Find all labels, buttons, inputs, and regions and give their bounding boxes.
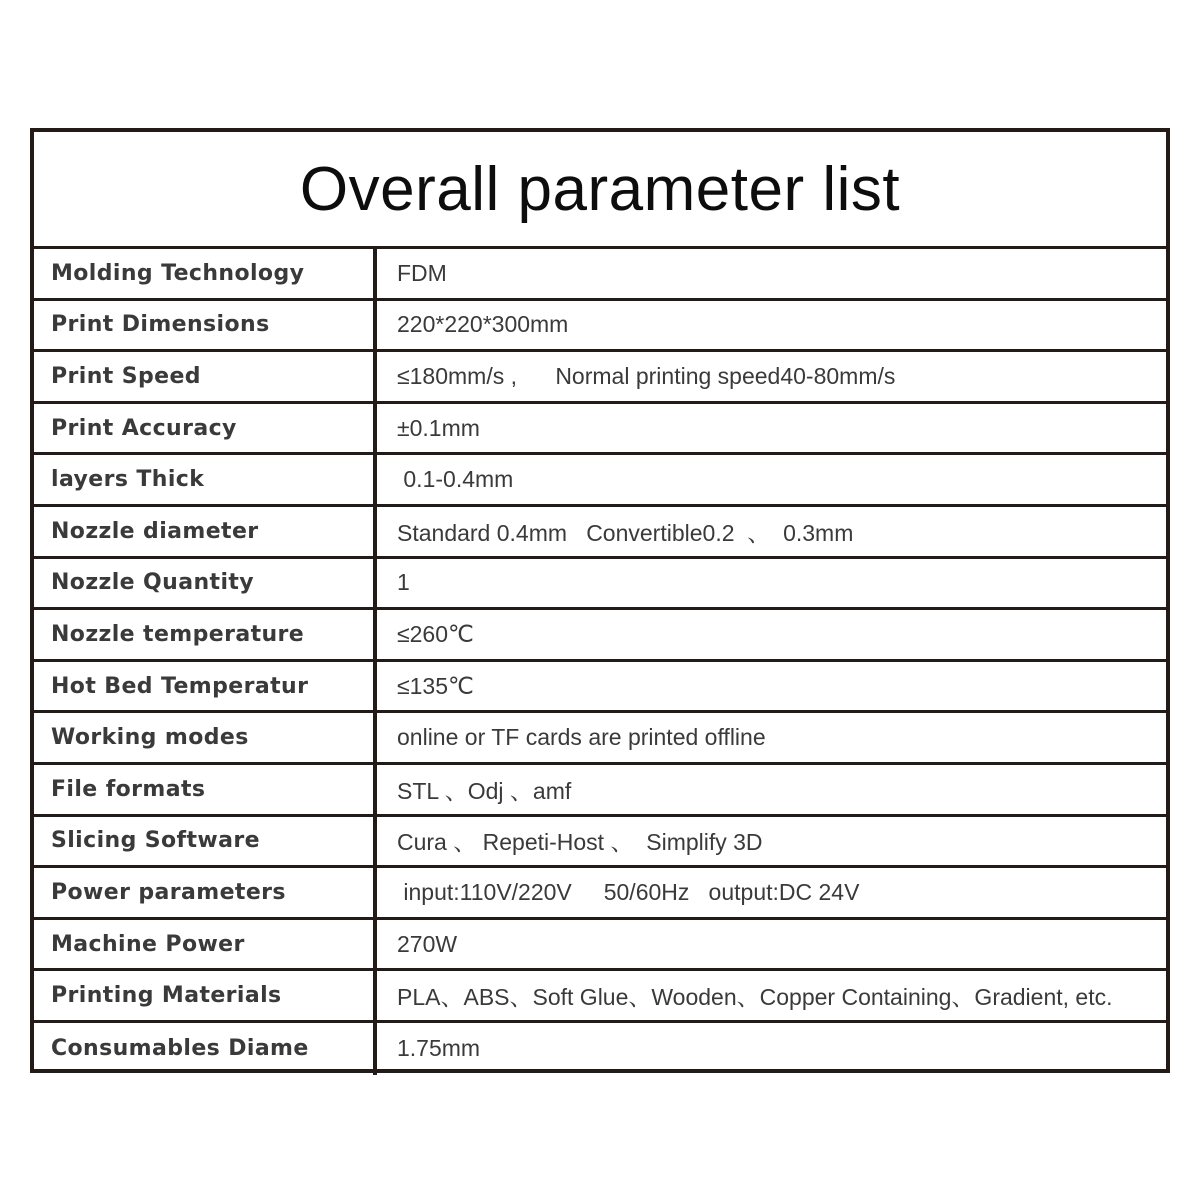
table-row xyxy=(34,455,1166,507)
table-title: Overall parameter list xyxy=(34,132,1166,249)
table-row xyxy=(34,559,1166,611)
row-label: Print Accuracy xyxy=(34,404,377,453)
row-value: 0.1-0.4mm xyxy=(397,466,514,493)
row-label: Nozzle temperature xyxy=(34,610,377,659)
row-value: 1 xyxy=(397,569,410,596)
row-value: Cura 、 Repeti-Host 、 Simplify 3D xyxy=(397,829,763,856)
row-value: PLA、ABS、Soft Glue、Wooden、Copper Containing、Gradient, etc. xyxy=(397,984,1113,1011)
table-row xyxy=(34,817,1166,869)
row-label: Print Dimensions xyxy=(34,301,377,350)
table-row xyxy=(34,765,1166,817)
row-label: Printing Materials xyxy=(34,971,377,1020)
row-value: 270W xyxy=(397,930,458,957)
table-row xyxy=(34,301,1166,353)
row-value: 1.75mm xyxy=(397,1035,481,1062)
row-label: Slicing Software xyxy=(34,817,377,866)
row-label: Power parameters xyxy=(34,868,377,917)
row-value: ±0.1mm xyxy=(397,414,480,441)
parameter-rows xyxy=(34,249,1166,1075)
row-label: layers Thick xyxy=(34,455,377,504)
row-value: ≤260℃ xyxy=(397,620,474,647)
row-label: Print Speed xyxy=(34,352,377,401)
row-value: input:110V/220V 50/60Hz output:DC 24V xyxy=(397,878,860,905)
row-value: 220*220*300mm xyxy=(397,311,569,338)
table-row xyxy=(34,249,1166,301)
row-value: online or TF cards are printed offline xyxy=(397,724,766,751)
table-row xyxy=(34,920,1166,972)
table-row xyxy=(34,1023,1166,1075)
row-value: FDM xyxy=(397,259,447,286)
row-value: STL 、Odj 、amf xyxy=(397,777,572,804)
table-row xyxy=(34,662,1166,714)
row-label: File formats xyxy=(34,765,377,814)
table-row xyxy=(34,352,1166,404)
table-row xyxy=(34,713,1166,765)
row-label: Working modes xyxy=(34,713,377,762)
row-value: Standard 0.4mm Convertible0.2 、 0.3mm xyxy=(397,519,854,546)
table-row xyxy=(34,868,1166,920)
row-label: Nozzle diameter xyxy=(34,507,377,556)
row-label: Nozzle Quantity xyxy=(34,559,377,608)
parameter-table xyxy=(30,128,1170,1073)
row-label: Machine Power xyxy=(34,920,377,969)
row-label: Hot Bed Temperatur xyxy=(34,662,377,711)
row-value: ≤180mm/s , Normal printing speed40-80mm/s xyxy=(397,362,896,389)
row-value: ≤135℃ xyxy=(397,672,474,699)
row-label: Molding Technology xyxy=(34,249,377,298)
table-row xyxy=(34,404,1166,456)
table-row xyxy=(34,610,1166,662)
row-label: Consumables Diame xyxy=(34,1023,377,1075)
table-row xyxy=(34,971,1166,1023)
table-row xyxy=(34,507,1166,559)
